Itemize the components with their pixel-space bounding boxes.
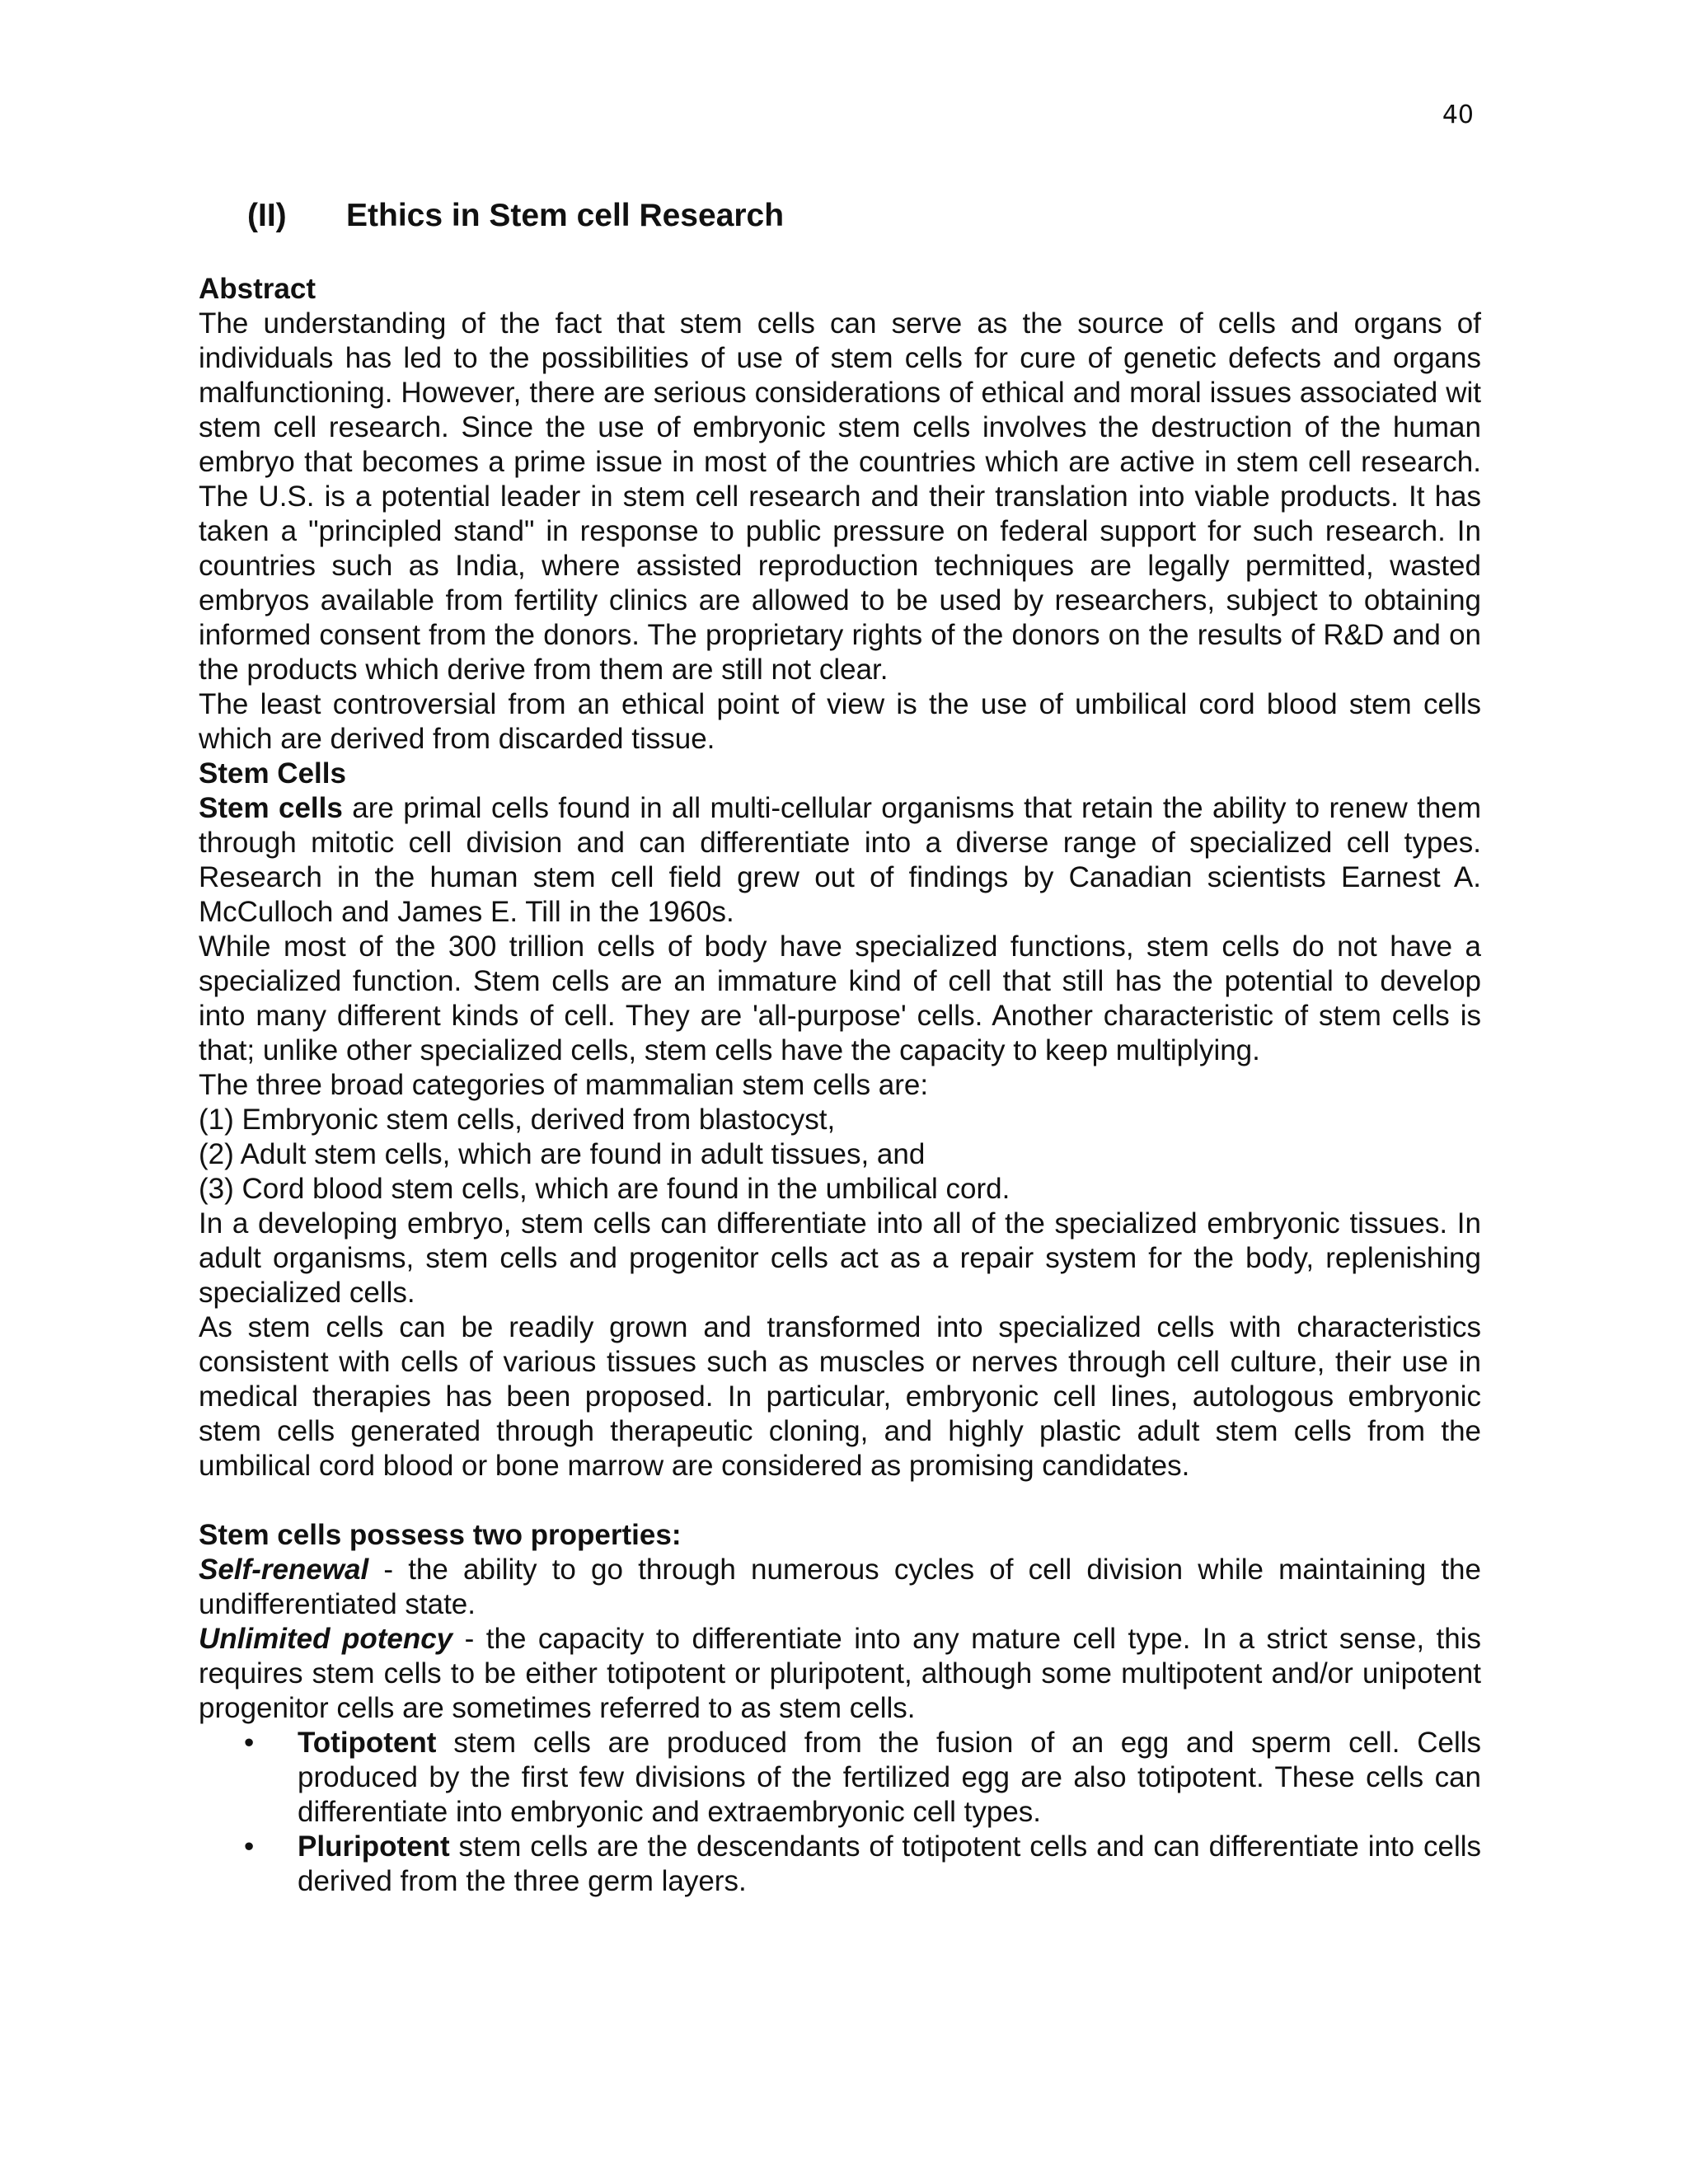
self-renewal-paragraph <box>199 1553 1481 1622</box>
potency-paragraph <box>199 1622 1481 1726</box>
bullet-term: Pluripotent <box>298 1830 450 1863</box>
stem-cells-title: Stem Cells <box>199 757 346 790</box>
bullet-term: Totipotent <box>298 1727 437 1759</box>
bullet-text: stem cells are produced from the fusion of an egg and sperm cell. Cells produced by the first few divisions of the fertilized egg are also totipotent. These cells can differentiate into embryonic and extraembryonic cell types. <box>298 1727 1481 1828</box>
list-item <box>199 1726 1481 1830</box>
list-item <box>199 1830 1481 1899</box>
document-body <box>199 272 1481 1899</box>
abstract-paragraph-2: The least controversial from an ethical point of view is the use of umbilical cord blood stem cells which are derived from discarded tissue. <box>199 688 1481 755</box>
bullet-text: stem cells are the descendants of totipotent cells and can differentiate into cells derived from the three germ layers. <box>298 1830 1481 1897</box>
abstract-title: Abstract <box>199 273 316 305</box>
category-item: (3) Cord blood stem cells, which are found in the umbilical cord. <box>199 1173 1010 1205</box>
bullet-icon: • <box>244 1727 255 1759</box>
potency-term: Unlimited potency <box>199 1623 453 1655</box>
stem-cells-definition: are primal cells found in all multi-cellular organisms that retain the ability to renew them through mitotic cell division and can differentiate into a diverse range of specialized cell types. Research in the human stem cell field grew out of findings by Canadian scientists Earnest A. McCulloch and James E. Till in the 1960s. <box>199 792 1482 928</box>
stem-cells-paragraph-2: While most of the 300 trillion cells of body have specialized functions, stem cells do not have a specialized function. Stem cells are an immature kind of cell that still has the potential to develop into many different kinds of cell. They are 'all-purpose' cells. Another characteristic of stem cells is that; unlike other specialized cells, stem cells have the capacity to keep multiplying. <box>199 930 1481 1066</box>
stem-cells-term: Stem cells <box>199 792 343 824</box>
category-item: (1) Embryonic stem cells, derived from blastocyst, <box>199 1104 836 1136</box>
section-title: Ethics in Stem cell Research <box>346 198 785 233</box>
stem-cells-paragraph-1 <box>199 791 1481 930</box>
spacer <box>199 1483 1481 1518</box>
potency-text: - the capacity to differentiate into any mature cell type. In a strict sense, this requires stem cells to be either totipotent or pluripotent, although some multipotent and/or unipotent progenitor cells are sometimes referred to as stem cells. <box>199 1623 1481 1724</box>
self-renewal-term: Self-renewal <box>199 1554 369 1586</box>
bullet-icon: • <box>244 1830 255 1863</box>
section-number: (II) <box>247 198 287 233</box>
abstract-paragraph-1: The understanding of the fact that stem cells can serve as the source of cells and organs of individuals has led to the possibilities of use of stem cells for cure of genetic defects and organs malfunctioning. However, there are serious considerations of ethical and moral issues associated wit stem cell research. Since the use of embryonic stem cells involves the destruction of the human embryo that becomes a prime issue in most of the countries which are active in stem cell research. The U.S. is a potential leader in stem cell research and their translation into viable products. It has taken a "principled stand" in response to public pressure on federal support for such research. In countries such as India, where assisted reproduction techniques are legally permitted, wasted embryos available from fertility clinics are allowed to be used by researchers, subject to obtaining informed consent from the donors. The proprietary rights of the donors on the results of R&D and on the products which derive from them are still not clear. <box>199 307 1481 686</box>
page-number: 40 <box>1442 101 1474 129</box>
stem-cells-paragraph-5: As stem cells can be readily grown and transformed into specialized cells with characteristics consistent with cells of various tissues such as muscles or nerves through cell culture, their use in medical therapies has been proposed. In particular, embryonic cell lines, autologous embryonic stem cells generated through therapeutic cloning, and highly plastic adult stem cells from the umbilical cord blood or bone marrow are considered as promising candidates. <box>199 1311 1481 1482</box>
category-item: (2) Adult stem cells, which are found in adult tissues, and <box>199 1138 926 1170</box>
section-heading <box>247 198 784 234</box>
potency-list <box>199 1726 1481 1899</box>
self-renewal-text: - the ability to go through numerous cycles of cell division while maintaining the undifferentiated state. <box>199 1554 1481 1620</box>
properties-title: Stem cells possess two properties: <box>199 1519 682 1551</box>
stem-cells-paragraph-3: The three broad categories of mammalian stem cells are: <box>199 1069 929 1101</box>
stem-cells-paragraph-4: In a developing embryo, stem cells can differentiate into all of the specialized embryonic tissues. In adult organisms, stem cells and progenitor cells act as a repair system for the body, replenishing specialized cells. <box>199 1207 1481 1309</box>
